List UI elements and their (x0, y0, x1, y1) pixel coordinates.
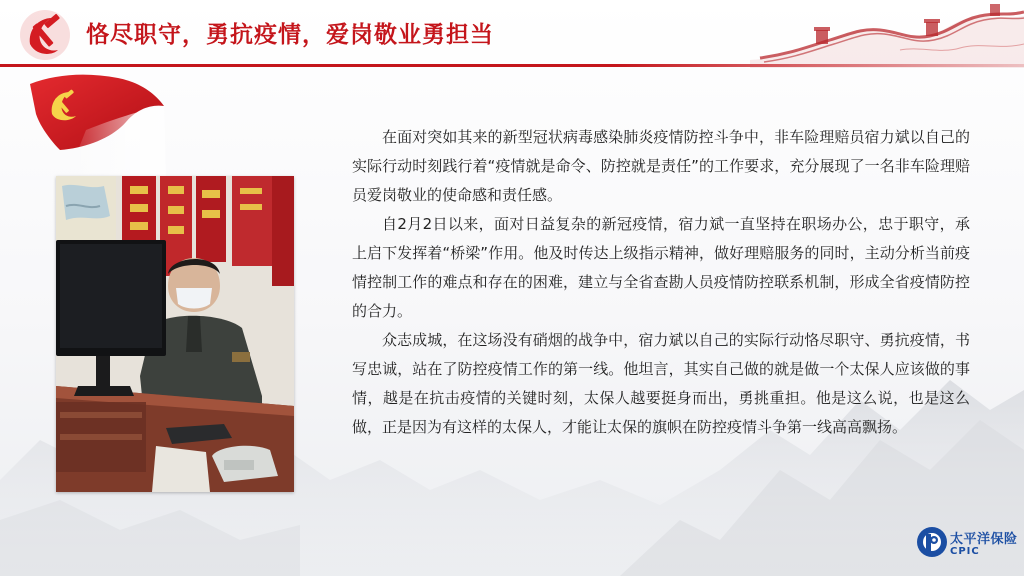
article-paragraph: 在面对突如其来的新型冠状病毒感染肺炎疫情防控斗争中，非车险理赔员宿力斌以自己的实际行动时刻践行着“疫情就是命令、防控就是责任”的工作要求，充分展现了一名非车险理赔员爱岗敬业的使命感和责任感。 (352, 128, 970, 204)
title-bar (0, 0, 1024, 70)
title-underline (0, 64, 1024, 67)
party-flag-icon (26, 70, 166, 180)
article-paragraph: 自2月2日以来，面对日益复杂的新冠疫情，宿力斌一直坚持在职场办公，忠于职守，承上启下发挥着“桥梁”作用。他及时传达上级指示精神，做好理赔服务的同时，主动分析当前疫情控制工作的难点和存在的困难，建立与全省查勘人员疫情防控联系机制，形成全省疫情防控的合力。 (352, 215, 970, 320)
logo-name-cn: 太平洋保险 (950, 532, 1018, 547)
great-wall-illustration (750, 0, 1024, 68)
article-paragraph: 众志成城，在这场没有硝烟的战争中，宿力斌以自己的实际行动恪尽职守、勇抗疫情，书写忠诚，站在了防控疫情工作的第一线。他坦言，其实自己做的就是做一个太保人应该做的事情，越是在抗击疫情的关键时刻，太保人越要挺身而出，勇挑重担。他是这么说，也是这么做，正是因为有这样的太保人，才能让太保的旗帜在防控疫情斗争第一线高高飘扬。 (352, 331, 970, 436)
page-title: 恪尽职守，勇抗疫情，爱岗敬业勇担当 (86, 22, 494, 48)
hammer-sickle-icon (18, 8, 72, 62)
worker-at-desk-photo (56, 176, 294, 492)
photo-illustration (56, 176, 294, 492)
logo-name-en: CPIC (950, 546, 980, 557)
article-body (352, 123, 970, 442)
cpic-logo (916, 526, 1016, 562)
cpic-logo-icon (916, 526, 948, 558)
